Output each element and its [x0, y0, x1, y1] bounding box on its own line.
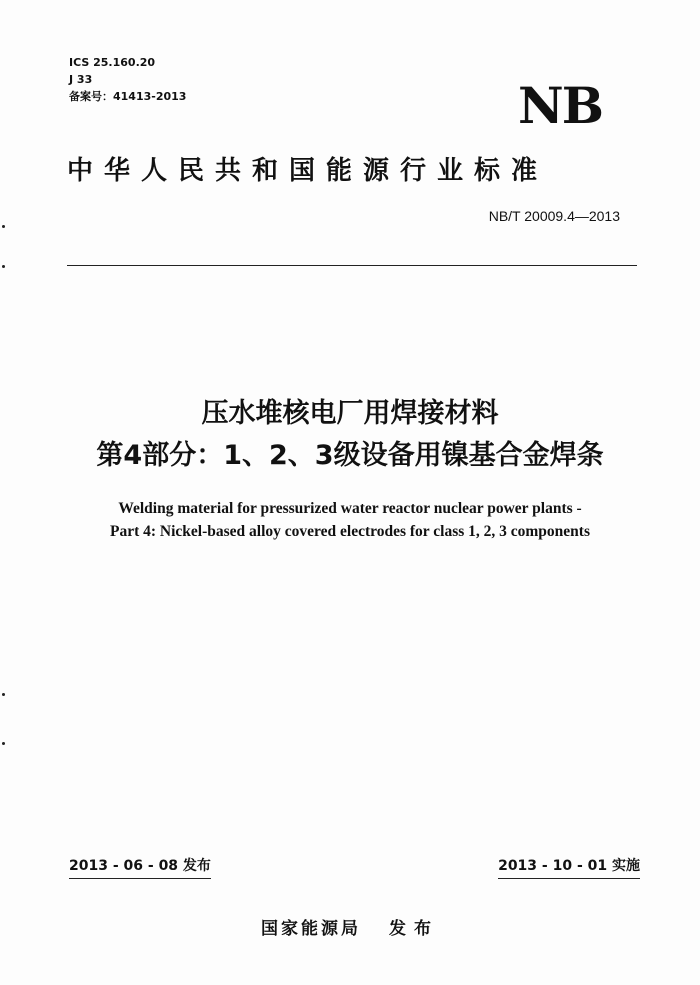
standard-number: NB/T 20009.4—2013: [488, 208, 620, 224]
title-cn-line1: 压水堆核电厂用焊接材料: [201, 398, 499, 429]
scan-mark: [2, 693, 5, 696]
issuer-organization: 国家能源局: [261, 919, 361, 939]
ics-code: ICS 25.160.20: [69, 56, 156, 69]
nb-logo: NB: [518, 76, 602, 135]
title-en-line1: Welding material for pressurized water reactor nuclear power plants -: [118, 500, 582, 517]
header-divider: [67, 265, 637, 266]
title-en-line2: Part 4: Nickel-based alloy covered electrodes for class 1, 2, 3 components: [110, 523, 590, 540]
scan-mark: [2, 225, 5, 228]
filing-number: 备案号：41413-2013: [69, 90, 187, 103]
issuing-authority-title: 中华人民共和国能源行业标准: [67, 156, 549, 186]
issuer-line: [0, 918, 700, 940]
issue-date: 2013 - 06 - 08 发布: [69, 857, 211, 879]
implementation-date: 2013 - 10 - 01 实施: [498, 857, 640, 879]
issuer-action: 发布: [389, 919, 439, 939]
classification-code: J 33: [69, 73, 93, 86]
scan-mark: [2, 265, 5, 268]
title-cn-line2: 第4部分：1、2、3级设备用镍基合金焊条: [96, 440, 604, 471]
scan-mark: [2, 742, 5, 745]
